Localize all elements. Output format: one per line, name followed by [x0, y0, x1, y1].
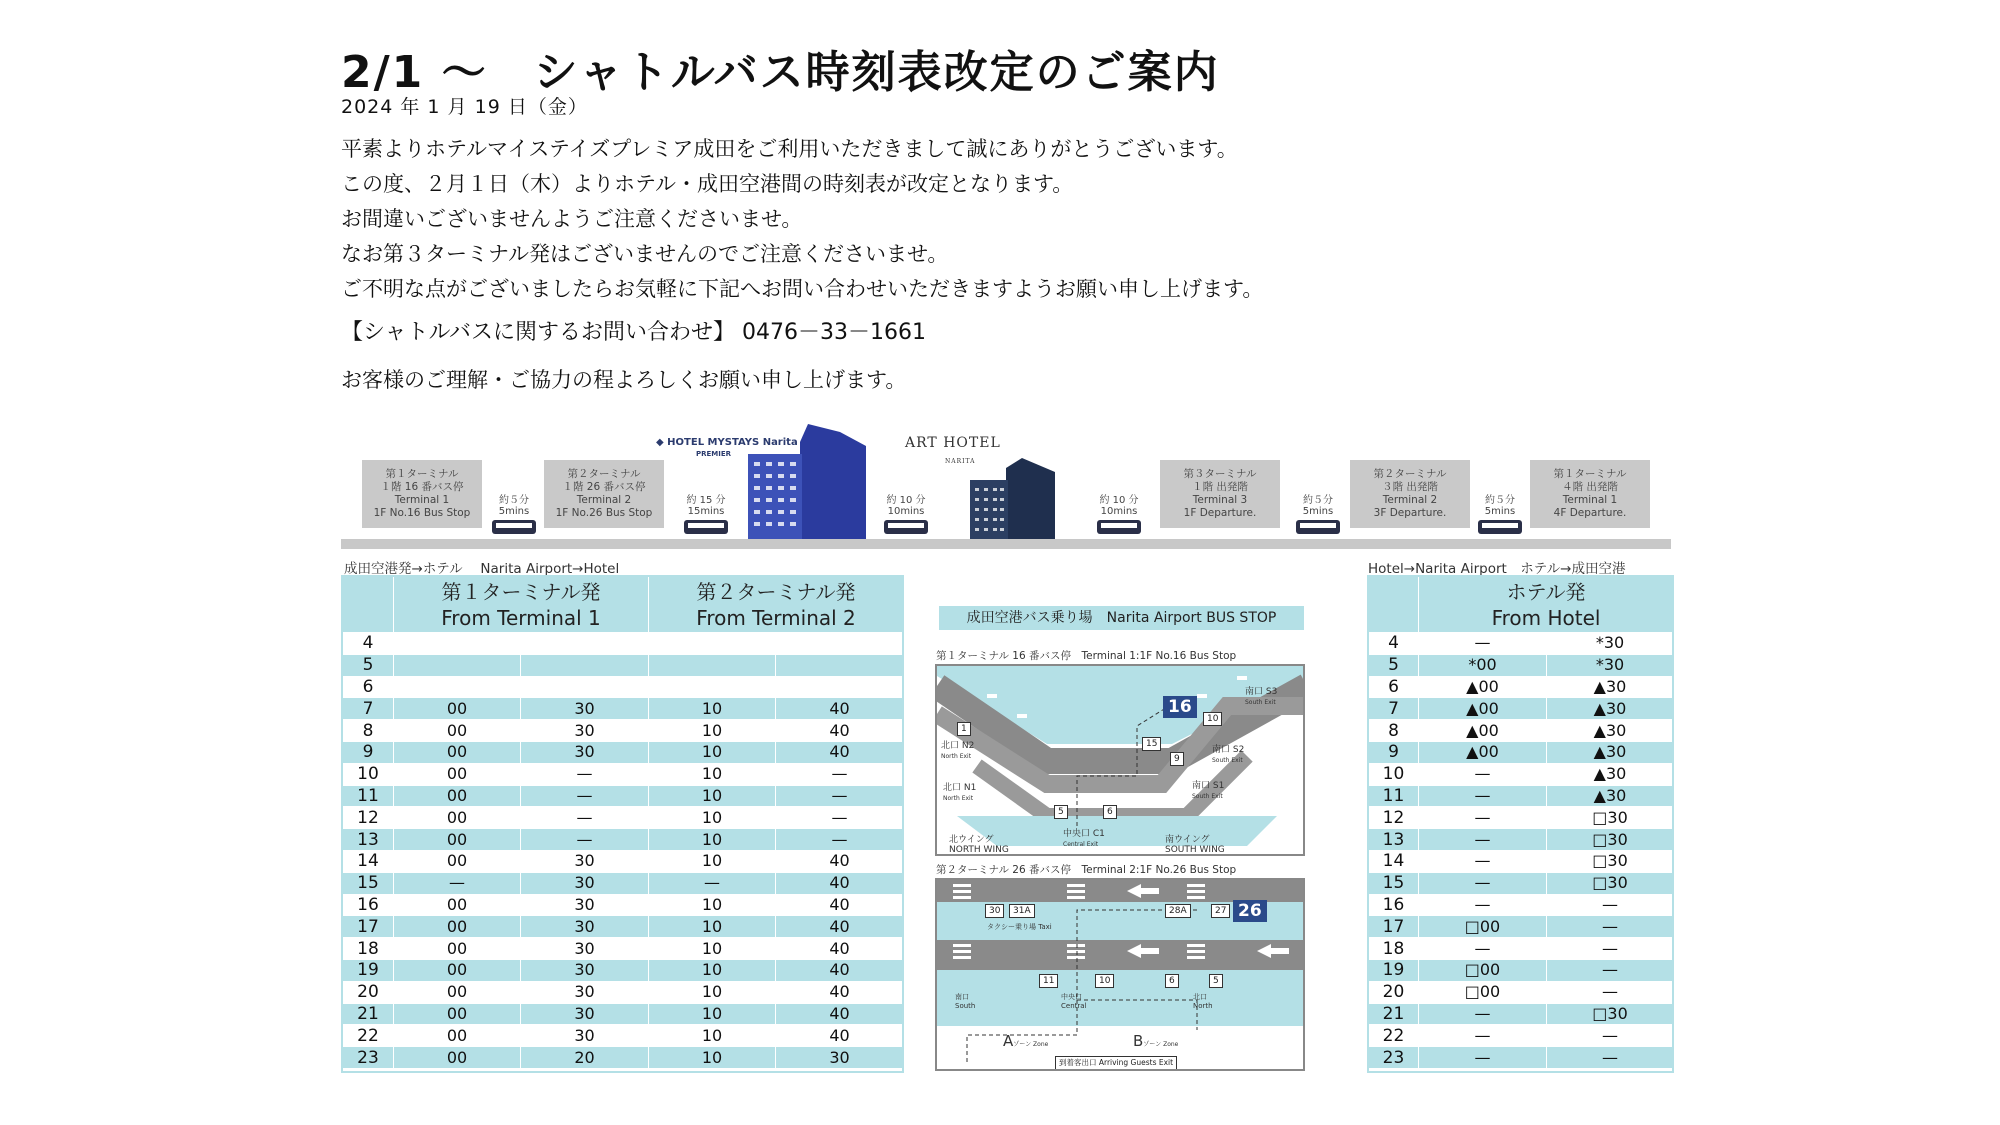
departure-minute-cell — [521, 633, 649, 655]
hour-cell: 21 — [343, 1003, 394, 1025]
hour-cell: 9 — [343, 741, 394, 763]
departure-minute-cell: — — [1547, 981, 1674, 1003]
hour-cell: 22 — [343, 1025, 394, 1047]
departure-minute-cell: 10 — [649, 807, 776, 829]
hour-cell: 11 — [1369, 785, 1419, 807]
terminal1-bus-stop-map — [935, 664, 1305, 856]
hour-cell: 7 — [1369, 698, 1419, 720]
departure-minute-cell: — — [521, 829, 649, 851]
hotel-mystays-logo: ◆ HOTEL MYSTAYS Narita PREMIER — [656, 437, 798, 458]
timetable-row — [343, 850, 904, 872]
departure-minute-cell: □30 — [1547, 829, 1674, 851]
departure-minute-cell: — — [521, 785, 649, 807]
departure-minute-cell: — — [1547, 938, 1674, 960]
bus-icon — [1478, 520, 1522, 534]
notice-body — [341, 132, 1741, 307]
departure-minute-cell: 00 — [394, 938, 521, 960]
terminal1-map-label: 第１ターミナル 16 番バス停 Terminal 1:1F No.16 Bus Stop — [936, 650, 1237, 662]
timetable-row — [1369, 959, 1674, 981]
departure-minute-cell: — — [1547, 1025, 1674, 1047]
departure-minute-cell: 40 — [776, 959, 904, 981]
wing-label: 南ウイング SOUTH WING — [1165, 835, 1225, 855]
timetable-row — [1369, 1003, 1674, 1025]
route-stop-t2-departure: 第２ターミナル ３階 出発階 Terminal 2 3F Departure. — [1350, 460, 1470, 528]
hour-cell: 13 — [343, 829, 394, 851]
departure-minute-cell: 00 — [394, 959, 521, 981]
route-segment: 約 10 分 10mins — [880, 495, 932, 534]
art-hotel-logo: ART HOTEL NARITA — [905, 435, 1001, 465]
departure-minute-cell: 30 — [521, 698, 649, 720]
departure-minute-cell: ▲30 — [1547, 698, 1674, 720]
departure-minute-cell: 40 — [776, 872, 904, 894]
departure-minute-cell: 30 — [776, 1047, 904, 1069]
hour-cell: 8 — [1369, 720, 1419, 742]
zone-b-label: Bゾーン Zone — [1133, 1032, 1179, 1050]
terminal1-header: 第１ターミナル発 From Terminal 1 — [394, 577, 649, 633]
departure-minute-cell: *30 — [1547, 633, 1674, 655]
timetable-row — [1369, 872, 1674, 894]
timetable-row — [343, 807, 904, 829]
departure-minute-cell: 30 — [521, 959, 649, 981]
departure-minute-cell — [649, 633, 776, 655]
timetable-row — [1369, 698, 1674, 720]
wing-label: 北ウイング NORTH WING — [949, 835, 1009, 855]
departure-minute-cell: — — [1547, 1047, 1674, 1069]
timetable-row — [1369, 676, 1674, 698]
from-hotel-header: ホテル発 From Hotel — [1419, 577, 1674, 633]
timetable-row — [343, 633, 904, 655]
timetable-row — [343, 741, 904, 763]
hour-cell: 15 — [1369, 872, 1419, 894]
departure-minute-cell: 20 — [521, 1047, 649, 1069]
bus-icon — [684, 520, 728, 534]
stop-number: 27 — [1211, 904, 1230, 918]
departure-minute-cell: ▲00 — [1419, 720, 1547, 742]
departure-minute-cell: 30 — [521, 850, 649, 872]
hour-cell: 7 — [343, 698, 394, 720]
stop-number: 6 — [1165, 974, 1179, 988]
terminal2-bus-stop-map — [935, 878, 1305, 1071]
departure-minute-cell: 10 — [649, 785, 776, 807]
timetable-row — [1369, 1047, 1674, 1069]
route-segment: 約５分 5mins — [1474, 495, 1526, 534]
departure-minute-cell: 40 — [776, 938, 904, 960]
departure-minute-cell: ▲30 — [1547, 720, 1674, 742]
terminal2-map-label: 第２ターミナル 26 番バス停 Terminal 2:1F No.26 Bus Stop — [936, 864, 1237, 876]
timetable-row — [1369, 938, 1674, 960]
departure-minute-cell: 30 — [521, 938, 649, 960]
exit-label: 中央口 Central — [1061, 993, 1087, 1010]
departure-minute-cell: — — [521, 807, 649, 829]
timetable-row — [1369, 633, 1674, 655]
departure-minute-cell: 10 — [649, 741, 776, 763]
stop-number: 28A — [1165, 904, 1191, 918]
timetable-row — [343, 938, 904, 960]
exit-label: 中央口 C1 Central Exit — [1063, 829, 1105, 848]
hour-cell: 22 — [1369, 1025, 1419, 1047]
hour-cell: 16 — [1369, 894, 1419, 916]
hour-cell: 14 — [343, 850, 394, 872]
departure-minute-cell: — — [776, 807, 904, 829]
departure-minute-cell: ▲00 — [1419, 741, 1547, 763]
departure-minute-cell: — — [776, 785, 904, 807]
stop-number: 6 — [1103, 805, 1117, 819]
terminal2-stop-26: 26 — [1233, 900, 1267, 922]
hour-header — [1369, 577, 1419, 633]
route-segment: 約５分 5mins — [488, 495, 540, 534]
departure-minute-cell: □00 — [1419, 959, 1547, 981]
airport-to-hotel-timetable — [342, 576, 904, 1069]
timetable-row — [1369, 894, 1674, 916]
departure-minute-cell — [394, 676, 521, 698]
departure-minute-cell: ▲30 — [1547, 676, 1674, 698]
exit-label: 南口 South — [955, 993, 976, 1010]
departure-minute-cell: — — [1419, 763, 1547, 785]
inquiry-phone: 【シャトルバスに関するお問い合わせ】 0476－33－1661 — [341, 320, 926, 345]
departure-minute-cell: □30 — [1547, 850, 1674, 872]
timetable-row — [343, 763, 904, 785]
hotel-mystays-building-icon — [748, 424, 866, 540]
hour-cell: 18 — [343, 938, 394, 960]
departure-minute-cell — [649, 676, 776, 698]
stop-number: 31A — [1009, 904, 1035, 918]
timetable-row — [1369, 916, 1674, 938]
exit-label: 北口 N1 North Exit — [943, 783, 977, 802]
route-segment: 約５分 5mins — [1292, 495, 1344, 534]
departure-minute-cell: 00 — [394, 785, 521, 807]
hour-cell: 19 — [343, 959, 394, 981]
departure-minute-cell: 10 — [649, 763, 776, 785]
departure-minute-cell: — — [1547, 959, 1674, 981]
departure-minute-cell: — — [1419, 894, 1547, 916]
stop-number: 9 — [1170, 752, 1184, 766]
departure-minute-cell: □30 — [1547, 1003, 1674, 1025]
departure-minute-cell: 10 — [649, 1025, 776, 1047]
departure-minute-cell: □30 — [1547, 807, 1674, 829]
departure-minute-cell: 40 — [776, 741, 904, 763]
departure-minute-cell: 10 — [649, 698, 776, 720]
timetable-row — [343, 676, 904, 698]
hour-cell: 23 — [1369, 1047, 1419, 1069]
departure-minute-cell: □00 — [1419, 916, 1547, 938]
departure-minute-cell: 10 — [649, 894, 776, 916]
departure-minute-cell: — — [1419, 1047, 1547, 1069]
hour-cell: 19 — [1369, 959, 1419, 981]
departure-minute-cell: 00 — [394, 1025, 521, 1047]
hour-cell: 12 — [1369, 807, 1419, 829]
departure-minute-cell: — — [1419, 1003, 1547, 1025]
timetable-row — [343, 1025, 904, 1047]
departure-minute-cell: 30 — [521, 981, 649, 1003]
departure-minute-cell: — — [776, 829, 904, 851]
departure-minute-cell: 30 — [521, 720, 649, 742]
departure-minute-cell: 40 — [776, 1003, 904, 1025]
stop-number: 10 — [1203, 712, 1222, 726]
timetable-row — [343, 916, 904, 938]
departure-minute-cell: — — [1419, 633, 1547, 655]
notice-line: 平素よりホテルマイステイズプレミア成田をご利用いただきまして誠にありがとうございます。 — [341, 137, 1238, 161]
departure-minute-cell: ▲00 — [1419, 676, 1547, 698]
stop-number: 15 — [1142, 737, 1161, 751]
departure-minute-cell: *00 — [1419, 654, 1547, 676]
departure-minute-cell: 10 — [649, 720, 776, 742]
bus-icon — [884, 520, 928, 534]
hour-cell: 13 — [1369, 829, 1419, 851]
departure-minute-cell — [394, 633, 521, 655]
departure-minute-cell: — — [1419, 1025, 1547, 1047]
arrival-exit-label: 到着客出口 Arriving Guests Exit — [1055, 1056, 1177, 1070]
timetable-row — [1369, 807, 1674, 829]
departure-minute-cell: 30 — [521, 1003, 649, 1025]
departure-minute-cell: 00 — [394, 916, 521, 938]
hour-cell: 4 — [343, 633, 394, 655]
departure-minute-cell: 00 — [394, 829, 521, 851]
hour-cell: 6 — [1369, 676, 1419, 698]
route-stop-t1-arrival: 第１ターミナル １階 16 番バス停 Terminal 1 1F No.16 Bus Stop — [362, 460, 482, 528]
exit-label: 南口 S1 South Exit — [1192, 781, 1225, 800]
timetable-row — [1369, 763, 1674, 785]
zone-a-label: Aゾーン Zone — [1003, 1032, 1049, 1050]
bus-stop-title: 成田空港バス乗り場 Narita Airport BUS STOP — [939, 606, 1304, 630]
departure-minute-cell: ▲00 — [1419, 698, 1547, 720]
departure-minute-cell: ▲30 — [1547, 741, 1674, 763]
hour-cell: 23 — [343, 1047, 394, 1069]
route-stop-t3-departure: 第３ターミナル １階 出発階 Terminal 3 1F Departure. — [1160, 460, 1280, 528]
departure-minute-cell: 00 — [394, 807, 521, 829]
departure-minute-cell: — — [649, 872, 776, 894]
stop-number: 5 — [1054, 805, 1068, 819]
bus-icon — [1097, 520, 1141, 534]
notice-line: この度、２月１日（木）よりホテル・成田空港間の時刻表が改定となります。 — [341, 172, 1074, 196]
departure-minute-cell: 00 — [394, 981, 521, 1003]
departure-minute-cell: 00 — [394, 1047, 521, 1069]
bus-icon — [1296, 520, 1340, 534]
departure-minute-cell: — — [1547, 894, 1674, 916]
departure-minute-cell: — — [521, 763, 649, 785]
stop-number: 11 — [1039, 974, 1058, 988]
departure-minute-cell: 10 — [649, 916, 776, 938]
closing-note: お客様のご理解・ご協力の程よろしくお願い申し上げます。 — [341, 368, 907, 392]
timetable-row — [343, 1003, 904, 1025]
departure-minute-cell: 10 — [649, 981, 776, 1003]
timetable-row — [1369, 741, 1674, 763]
departure-minute-cell: 30 — [521, 894, 649, 916]
hour-cell: 16 — [343, 894, 394, 916]
hour-cell: 10 — [1369, 763, 1419, 785]
timetable-row — [343, 1047, 904, 1069]
departure-minute-cell: 40 — [776, 916, 904, 938]
hour-cell: 18 — [1369, 938, 1419, 960]
departure-minute-cell: 00 — [394, 1003, 521, 1025]
departure-minute-cell — [521, 676, 649, 698]
departure-minute-cell: — — [1419, 938, 1547, 960]
route-stop-t1-departure: 第１ターミナル ４階 出発階 Terminal 1 4F Departure. — [1530, 460, 1650, 528]
hour-cell: 17 — [343, 916, 394, 938]
hour-cell: 10 — [343, 763, 394, 785]
departure-minute-cell: 10 — [649, 1047, 776, 1069]
timetable-row — [1369, 785, 1674, 807]
timetable-row — [1369, 829, 1674, 851]
terminal1-stop-16: 16 — [1163, 696, 1197, 718]
stop-number: 1 — [957, 722, 971, 736]
hour-cell: 21 — [1369, 1003, 1419, 1025]
timetable-row — [343, 829, 904, 851]
timetable-row — [343, 720, 904, 742]
departure-minute-cell: — — [1419, 785, 1547, 807]
hour-cell: 5 — [343, 654, 394, 676]
route-segment: 約 10 分 10mins — [1093, 495, 1145, 534]
art-hotel-building-icon — [970, 458, 1055, 540]
publish-date: 2024 年 1 月 19 日（金） — [341, 96, 588, 118]
timetable-row — [343, 698, 904, 720]
hour-cell: 9 — [1369, 741, 1419, 763]
departure-minute-cell: — — [1419, 807, 1547, 829]
timetable-row — [1369, 720, 1674, 742]
timetable-row — [1369, 654, 1674, 676]
departure-minute-cell — [521, 654, 649, 676]
departure-minute-cell: □30 — [1547, 872, 1674, 894]
departure-minute-cell — [394, 654, 521, 676]
exit-label: 南口 S2 South Exit — [1212, 745, 1245, 764]
departure-minute-cell: 00 — [394, 720, 521, 742]
exit-label: 南口 S3 South Exit — [1245, 687, 1278, 706]
departure-minute-cell — [776, 633, 904, 655]
hotel-to-airport-timetable — [1368, 576, 1674, 1069]
departure-minute-cell: — — [1419, 850, 1547, 872]
terminal2-header: 第２ターミナル発 From Terminal 2 — [649, 577, 904, 633]
notice-line: お間違いございませんようご注意くださいませ。 — [341, 207, 803, 231]
departure-minute-cell: □00 — [1419, 981, 1547, 1003]
hour-cell: 5 — [1369, 654, 1419, 676]
route-road-line — [341, 539, 1671, 549]
departure-minute-cell — [776, 676, 904, 698]
hour-cell: 20 — [343, 981, 394, 1003]
departure-minute-cell: 00 — [394, 763, 521, 785]
stop-number: 10 — [1095, 974, 1114, 988]
notice-line: なお第３ターミナル発はございませんのでご注意くださいませ。 — [341, 242, 949, 266]
departure-minute-cell: 40 — [776, 720, 904, 742]
departure-minute-cell: — — [1547, 916, 1674, 938]
notice-line: ご不明な点がございましたらお気軽に下記へお問い合わせいただきますようお願い申し上げます。 — [341, 277, 1264, 301]
departure-minute-cell: 30 — [521, 872, 649, 894]
hour-cell: 12 — [343, 807, 394, 829]
timetable-row — [343, 894, 904, 916]
departure-minute-cell: — — [776, 763, 904, 785]
page-title: 2/1 ～ シャトルバス時刻表改定のご案内 — [341, 47, 1220, 98]
left-table-caption: 成田空港発→ホテル Narita Airport→Hotel — [344, 561, 620, 577]
departure-minute-cell: 10 — [649, 829, 776, 851]
timetable-row — [343, 872, 904, 894]
timetable-row — [1369, 981, 1674, 1003]
departure-minute-cell: 40 — [776, 981, 904, 1003]
departure-minute-cell: 40 — [776, 698, 904, 720]
timetable-row — [343, 654, 904, 676]
departure-minute-cell: — — [394, 872, 521, 894]
stop-number: 5 — [1209, 974, 1223, 988]
timetable-row — [343, 785, 904, 807]
hour-cell: 8 — [343, 720, 394, 742]
departure-minute-cell: 30 — [521, 1025, 649, 1047]
taxi-label: タクシー乗り場 Taxi — [987, 923, 1052, 931]
departure-minute-cell: ▲30 — [1547, 785, 1674, 807]
departure-minute-cell: 10 — [649, 959, 776, 981]
departure-minute-cell: *30 — [1547, 654, 1674, 676]
departure-minute-cell: — — [1419, 872, 1547, 894]
hour-cell: 17 — [1369, 916, 1419, 938]
departure-minute-cell — [649, 654, 776, 676]
departure-minute-cell: 30 — [521, 916, 649, 938]
departure-minute-cell: 40 — [776, 1025, 904, 1047]
departure-minute-cell: 40 — [776, 850, 904, 872]
hour-header — [343, 577, 394, 633]
exit-label: 北口 North — [1193, 993, 1213, 1010]
departure-minute-cell: ▲30 — [1547, 763, 1674, 785]
departure-minute-cell: 00 — [394, 741, 521, 763]
departure-minute-cell: 00 — [394, 698, 521, 720]
departure-minute-cell: 00 — [394, 850, 521, 872]
departure-minute-cell: 30 — [521, 741, 649, 763]
departure-minute-cell: 10 — [649, 1003, 776, 1025]
hour-cell: 6 — [343, 676, 394, 698]
stop-number: 30 — [985, 904, 1004, 918]
departure-minute-cell — [776, 654, 904, 676]
route-stop-t2-arrival: 第２ターミナル １階 26 番バス停 Terminal 2 1F No.26 Bus Stop — [544, 460, 664, 528]
timetable-row — [343, 981, 904, 1003]
timetable-row — [343, 959, 904, 981]
departure-minute-cell: 40 — [776, 894, 904, 916]
exit-label: 北口 N2 North Exit — [941, 741, 975, 760]
hour-cell: 11 — [343, 785, 394, 807]
departure-minute-cell: 10 — [649, 938, 776, 960]
hour-cell: 20 — [1369, 981, 1419, 1003]
departure-minute-cell: 00 — [394, 894, 521, 916]
hour-cell: 14 — [1369, 850, 1419, 872]
hour-cell: 15 — [343, 872, 394, 894]
departure-minute-cell: 10 — [649, 850, 776, 872]
right-table-caption: Hotel→Narita Airport ホテル→成田空港 — [1368, 561, 1626, 577]
route-segment: 約 15 分 15mins — [680, 495, 732, 534]
timetable-row — [1369, 850, 1674, 872]
hour-cell: 4 — [1369, 633, 1419, 655]
timetable-row — [1369, 1025, 1674, 1047]
bus-icon — [492, 520, 536, 534]
departure-minute-cell: — — [1419, 829, 1547, 851]
